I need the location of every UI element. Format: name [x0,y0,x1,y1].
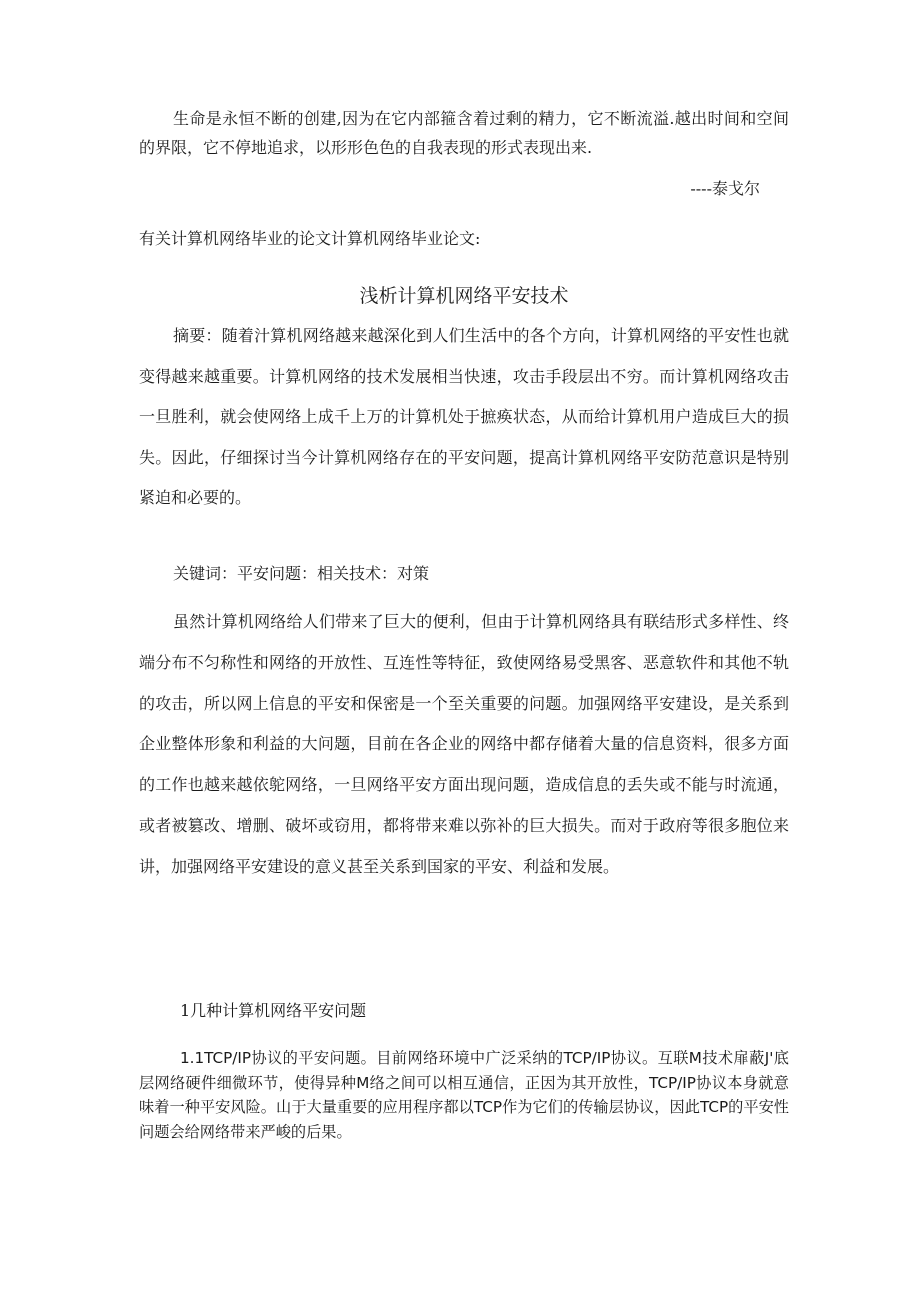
epigraph-quote: 生命是永恒不断的创建,因为在它内部箍含着过剩的精力，它不断流溢.越出时间和空间的界限，它不停地追求，以形形色色的自我表现的形式表现出来. [139,109,789,157]
subsection-paragraph: 1.1TCP/IP协议的平安问题。目前网络环境中广泛采纳的TCP/IP协议。互联M技术扉蔽J'底层网络硬件细微环节，使得异种M络之间可以相互通信，正因为其开放性，TCP/IP协议本身就意味着一种平安风险。山于大量重要的应用程序都以TCP作为它们的传输层协议，因此TCP的平安性问题会给网络带来严峻的后果。 [139,1049,789,1141]
keywords-line: 关键词：平安问题：相关技术：对策 [173,564,430,583]
article-title: 浅析计算机网络平安技术 [359,284,569,307]
epigraph-author: ----泰戈尔 [690,179,760,198]
abstract-paragraph: 摘要：随着汁算机网络越来越深化到人们生活中的各个方向，计算机网络的平安性也就变得越来越重要。计算机网络的技术发展相当快速，攻击手段层出不穷。而计算机网络攻击一旦胜利，就会使网络上成千上万的计算机处于摭痪状态，从而给计算机用户造成巨大的损失。因此，仔细探讨当今计算机网络存在的平安问题，提高计算机网络平安防范意识是特别紧迫和必要的。 [139,326,789,507]
body-paragraph: 虽然计算机网络给人们带来了巨大的便利，但由于计算机网络具有联结形式多样性、终端分布不匀称性和网络的开放性、互连性等特征，致使网络易受黑客、恶意软件和其他不轨的攻击，所以网上信息的平安和保密是一个至关重要的问题。加强网络平安建设，是关系到企业整体形象和利益的大问题，目前在各企业的网络中都存储着大量的信息资料，很多方面的工作也越来越依鸵网络，一旦网络平安方面出现问题，造成信息的丢失或不能与时流通，或者被篡改、增删、破坏或窃用，都将带来难以弥补的巨大损失。而对于政府等很多胞位来讲，加强网络平安建设的意义甚至关系到国家的平安、利益和发展。 [139,612,789,876]
intro-line: 有关计算机网络毕业的论文计算机网络毕业论文: [139,229,481,248]
section-heading: 1几种计算机网络平安问题 [180,1001,367,1020]
